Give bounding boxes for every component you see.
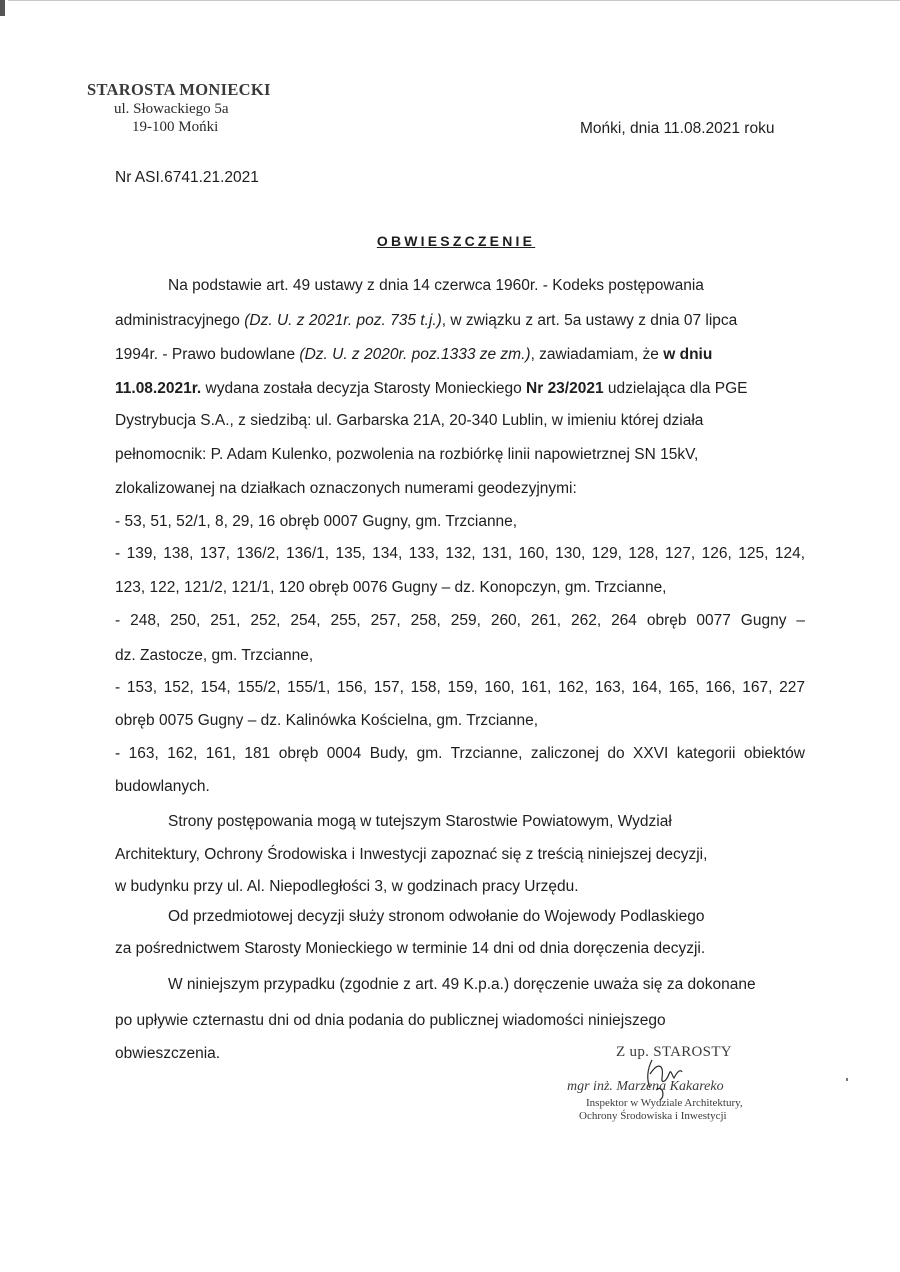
paragraph-1-line-7: zlokalizowanej na działkach oznaczonych numerami geodezyjnymi: <box>115 480 577 497</box>
paragraph-2-line-1: Strony postępowania mogą w tutejszym Starostwie Powiatowym, Wydział <box>168 813 672 830</box>
paragraph-1-line-5: Dystrybucja S.A., z siedzibą: ul. Garbarska 21A, 20-340 Lublin, w imieniu której działa <box>115 412 704 429</box>
plot-list-1: - 53, 51, 52/1, 8, 29, 16 obręb 0007 Gugny, gm. Trzcianne, <box>115 513 518 530</box>
plot-list-3-line-2: dz. Zastocze, gm. Trzcianne, <box>115 647 314 664</box>
paragraph-2-line-3: w budynku przy ul. Al. Niepodległości 3, w godzinach pracy Urzędu. <box>115 878 579 895</box>
text: udzielająca dla PGE <box>603 380 748 397</box>
paragraph-1-line-6: pełnomocnik: P. Adam Kulenko, pozwolenia na rozbiórkę linii napowietrznej SN 15kV, <box>115 446 699 463</box>
place-and-date: Mońki, dnia 11.08.2021 roku <box>580 120 775 137</box>
text: 1994r. - Prawo budowlane <box>115 346 300 363</box>
signature-on-behalf: Z up. STAROSTY <box>616 1044 732 1060</box>
text: administracyjnego <box>115 312 245 329</box>
office-name: STAROSTA MONIECKI <box>87 80 271 99</box>
signatory-role-2: Ochrony Środowiska i Inwestycji <box>579 1110 727 1122</box>
paragraph-3-line-1: Od przedmiotowej decyzji służy stronom odwołanie do Wojewody Podlaskiego <box>168 908 705 925</box>
office-street: ul. Słowackiego 5a <box>114 101 229 117</box>
paragraph-1-line-4 <box>115 380 747 398</box>
office-city: 19-100 Mońki <box>132 119 219 135</box>
scan-speck <box>846 1078 848 1081</box>
paragraph-1-line-3 <box>115 346 712 364</box>
plot-list-4-line-1: - 153, 152, 154, 155/2, 155/1, 156, 157, 158, 159, 160, 161, 162, 163, 164, 165, 166, 167, 227 <box>115 679 805 696</box>
document-title: OBWIESZCZENIE <box>376 233 536 249</box>
paragraph-3-line-2: za pośrednictwem Starosty Monieckiego w terminie 14 dni od dnia doręczenia decyzji. <box>115 940 706 957</box>
paragraph-1-line-2 <box>115 312 737 330</box>
paragraph-4-line-2: po upływie czternastu dni od dnia podania do publicznej wiadomości niniejszego <box>115 1012 666 1029</box>
plot-list-2-line-1: - 139, 138, 137, 136/2, 136/1, 135, 134, 133, 132, 131, 160, 130, 129, 128, 127, 126, 125, 124, <box>115 545 805 562</box>
decision-date: 11.08.2021r. <box>115 380 202 397</box>
paragraph-2-line-2: Architektury, Ochrony Środowiska i Inwestycji zapoznać się z treścią niniejszej decyzji, <box>115 846 708 863</box>
plot-list-2-line-2: 123, 122, 121/2, 121/1, 120 obręb 0076 Gugny – dz. Konopczyn, gm. Trzcianne, <box>115 579 667 596</box>
plot-list-4-line-2: obręb 0075 Gugny – dz. Kalinówka Kościelna, gm. Trzcianne, <box>115 712 539 729</box>
scan-top-edge <box>8 0 900 1</box>
office-header-stamp <box>87 80 271 136</box>
paragraph-4-line-3: obwieszczenia. <box>115 1045 221 1062</box>
paragraph-4-line-1: W niniejszym przypadku (zgodnie z art. 49 K.p.a.) doręczenie uważa się za dokonane <box>168 976 756 993</box>
scan-edge-mark <box>0 0 5 16</box>
signatory-name: mgr inż. Marzena Kakareko <box>567 1079 724 1094</box>
text: , zawiadamiam, że <box>530 346 664 363</box>
legal-citation: (Dz. U. z 2020r. poz.1333 ze zm.) <box>299 346 531 363</box>
plot-list-3-line-1: - 248, 250, 251, 252, 254, 255, 257, 258, 259, 260, 261, 262, 264 obręb 0077 Gugny – <box>115 612 805 629</box>
legal-citation: (Dz. U. z 2021r. poz. 735 t.j.) <box>244 312 442 329</box>
paragraph-1-line-1: Na podstawie art. 49 ustawy z dnia 14 czerwca 1960r. - Kodeks postępowania <box>168 277 704 294</box>
text: , w związku z art. 5a ustawy z dnia 07 lipca <box>441 312 738 329</box>
plot-list-5-line-2: budowlanych. <box>115 778 210 795</box>
emphasis: w dniu <box>663 346 713 363</box>
reference-number: Nr ASI.6741.21.2021 <box>115 169 259 186</box>
decision-number: Nr 23/2021 <box>526 380 604 397</box>
text: wydana została decyzja Starosty Monieckiego <box>201 380 527 397</box>
signatory-role-1: Inspektor w Wydziale Architektury, <box>586 1097 743 1109</box>
plot-list-5-line-1: - 163, 162, 161, 181 obręb 0004 Budy, gm. Trzcianne, zaliczonej do XXVI kategorii obiektów <box>115 745 805 762</box>
